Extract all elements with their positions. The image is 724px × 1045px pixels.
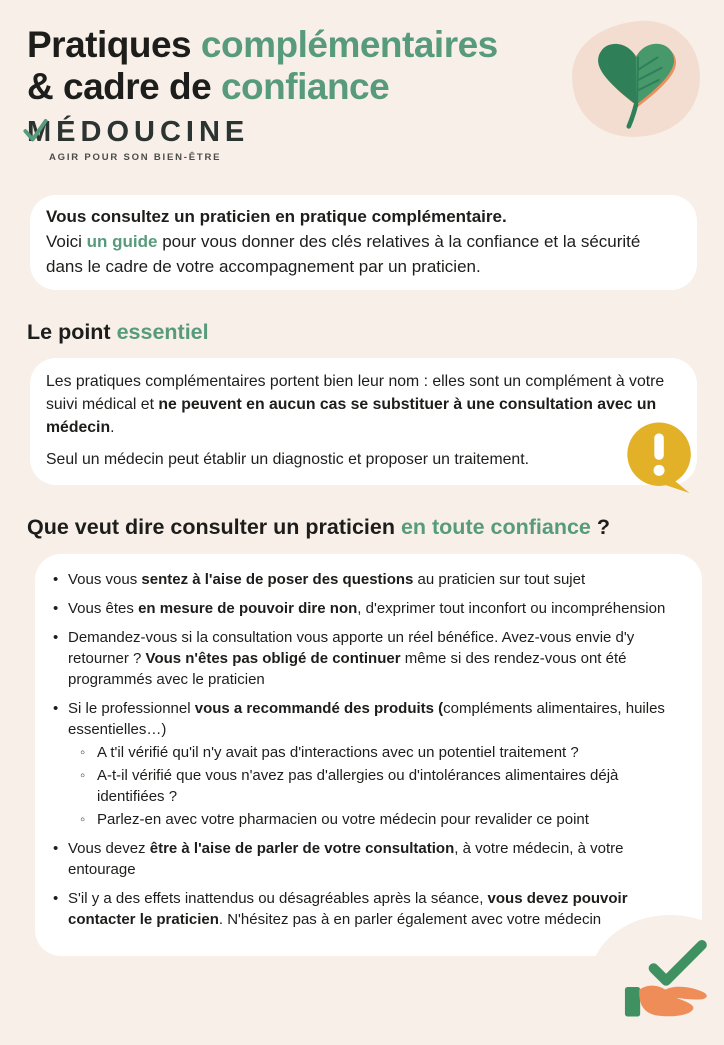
sub-list-item: ◦ A t'il vérifié qu'il n'y avait pas d'interactions avec un potentiel traitement ? bbox=[80, 742, 676, 763]
intro-card bbox=[30, 195, 697, 290]
intro-line-2: Voici un guide pour vous donner des clés relatives à la confiance et la sécurité dans le cadre de votre accompagnement par un praticien. bbox=[46, 232, 641, 276]
heart-leaf-icon bbox=[566, 16, 706, 142]
confidence-heading: Que veut dire consulter un praticien en toute confiance ? bbox=[27, 515, 611, 539]
checkmark-icon bbox=[22, 117, 49, 144]
title-line-2: & cadre de confiance bbox=[27, 66, 390, 107]
essential-paragraph: Les pratiques complémentaires portent bien leur nom : elles sont un complément à votre suivi médical et ne peuvent en aucun cas se substituer à une consultation avec un médecin. bbox=[46, 373, 665, 436]
intro-line-1: Vous consultez un praticien en pratique complémentaire. bbox=[46, 207, 507, 226]
confidence-card bbox=[35, 554, 702, 956]
list-item: • Vous devez être à l'aise de parler de votre consultation, à votre médecin, à votre entourage bbox=[51, 838, 676, 880]
hand-check-icon bbox=[617, 936, 717, 1021]
sub-list-item: ◦ Parlez-en avec votre pharmacien ou votre médecin pour revalider ce point bbox=[80, 809, 676, 830]
list-item: • Demandez-vous si la consultation vous apporte un réel bénéfice. Avez-vous envie d'y retourner ? Vous n'êtes pas obligé de continuer même si des rendez-vous ont été programmés avec le praticien bbox=[51, 627, 676, 690]
list-item: • Si le professionnel vous a recommandé des produits (compléments alimentaires, huiles essentielles…) ◦ A t'il vérifié qu'il n'y avait pas d'interactions avec un potentiel traitement ? ◦ A-t-il vérifié que vous n'avez pas d'allergies ou d'intolérances alimentaires déjà identifiées ? ◦ Parlez-en avec votre pharmacien ou votre médecin pour revalider ce point bbox=[51, 698, 676, 830]
sub-list-item: ◦ A-t-il vérifié que vous n'avez pas d'allergies ou d'intolérances alimentaires déjà identifiées ? bbox=[80, 765, 676, 807]
logo-tagline: AGIR POUR SON BIEN-ÊTRE bbox=[49, 152, 222, 163]
list-item: • Vous êtes en mesure de pouvoir dire non, d'exprimer tout inconfort ou incompréhension bbox=[51, 598, 676, 619]
logo-text: MÉDOUCINE bbox=[27, 116, 250, 148]
product-checks-sublist bbox=[68, 742, 676, 830]
confidence-list bbox=[51, 569, 676, 930]
title-line-1: Pratiques complémentaires bbox=[27, 24, 498, 65]
list-item: • S'il y a des effets inattendus ou désagréables après la séance, vous devez pouvoir contacter le praticien. N'hésitez pas à en parler également avec votre médecin bbox=[51, 888, 676, 930]
essential-heading: Le point essentiel bbox=[27, 320, 209, 344]
list-item: • Vous vous sentez à l'aise de poser des questions au praticien sur tout sujet bbox=[51, 569, 676, 590]
essential-card bbox=[30, 358, 697, 485]
medoucine-wordmark bbox=[27, 116, 249, 149]
exclamation-bubble-icon bbox=[624, 419, 696, 497]
essential-paragraph: Seul un médecin peut établir un diagnostic et proposer un traitement. bbox=[46, 451, 529, 468]
